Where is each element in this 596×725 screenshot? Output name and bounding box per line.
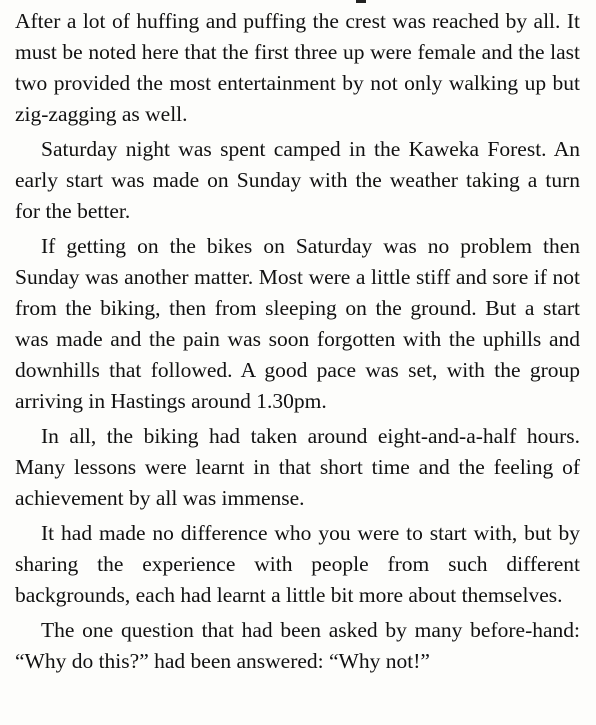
paragraph-4: In all, the biking had taken around eight-and-a-half hours. Many lessons were learnt in that short time and the feeling of achievement by all was immense. bbox=[15, 424, 580, 510]
paragraph-1: After a lot of huffing and puffing the crest was reached by all. It must be noted here that the first three up were female and the last two provided the most entertainment by not only walking up but zig-zagging as well. bbox=[15, 9, 580, 126]
paragraph-3: If getting on the bikes on Saturday was no problem then Sunday was another matter. Most were a little stiff and sore if not from the biking, then from sleeping on the ground. But a start was made and the pain was soon forgotten with the uphills and downhills that followed. A good pace was set, with the group arriving in Hastings around 1.30pm. bbox=[15, 234, 580, 413]
top-edge-mark bbox=[356, 0, 366, 3]
paragraph-6: The one question that had been asked by many before-hand: “Why do this?” had been answered: “Why not!” bbox=[15, 618, 580, 673]
paragraph-5: It had made no difference who you were to start with, but by sharing the experience with people from such different backgrounds, each had learnt a little bit more about themselves. bbox=[15, 521, 580, 607]
article-body bbox=[15, 6, 580, 681]
paragraph-2: Saturday night was spent camped in the Kaweka Forest. An early start was made on Sunday with the weather taking a turn for the better. bbox=[15, 137, 580, 223]
